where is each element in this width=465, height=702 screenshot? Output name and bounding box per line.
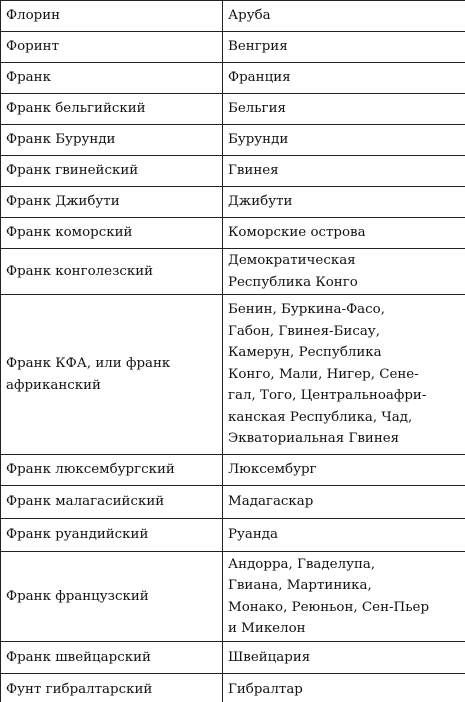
table-row	[1, 486, 465, 519]
currency-cell: Франк коморский	[1, 218, 223, 249]
currency-cell: Форинт	[1, 32, 223, 63]
table-row	[1, 552, 465, 642]
country-cell: Гибралтар	[223, 674, 465, 702]
country-cell: Швейцария	[223, 642, 465, 674]
currency-cell: Франк люксембургский	[1, 455, 223, 486]
country-cell: Франция	[223, 63, 465, 94]
currency-cell: Франк Бурунди	[1, 125, 223, 156]
country-cell: Гвинея	[223, 156, 465, 187]
currency-cell: Франк бельгийский	[1, 94, 223, 125]
currency-cell: Франк Джибути	[1, 187, 223, 218]
table-row	[1, 218, 465, 249]
table-row	[1, 94, 465, 125]
country-cell: Джибути	[223, 187, 465, 218]
currency-cell: Франк гвинейский	[1, 156, 223, 187]
table-row	[1, 674, 465, 702]
country-cell: Руанда	[223, 519, 465, 552]
table-row	[1, 249, 465, 295]
table-row	[1, 63, 465, 94]
country-cell: Андорра, Гваделупа, Гвиана, Мартиника, Монако, Реюньон, Сен-Пьер и Микелон	[223, 552, 465, 642]
table-row	[1, 455, 465, 486]
currency-cell: Франк КФА, или франк африканский	[1, 295, 223, 455]
table-row	[1, 32, 465, 63]
table-row	[1, 519, 465, 552]
currency-cell: Франк	[1, 63, 223, 94]
country-cell: Бельгия	[223, 94, 465, 125]
country-cell: Венгрия	[223, 32, 465, 63]
table-row	[1, 1, 465, 32]
table-row	[1, 295, 465, 455]
currency-cell: Франк малагасийский	[1, 486, 223, 519]
currency-cell: Флорин	[1, 1, 223, 32]
country-cell: Бурунди	[223, 125, 465, 156]
country-cell: Бенин, Буркина-Фасо, Габон, Гвинея-Бисау, Камерун, Республика Конго, Мали, Нигер, Сене- гал, Того, Центральноафри- канская Республика, Чад, Экваториальная Гвинея	[223, 295, 465, 455]
table-row	[1, 187, 465, 218]
currency-cell: Франк конголезский	[1, 249, 223, 295]
country-cell: Люксембург	[223, 455, 465, 486]
table-row	[1, 125, 465, 156]
table-row	[1, 642, 465, 674]
country-cell: Демократическая Республика Конго	[223, 249, 465, 295]
country-cell: Коморские острова	[223, 218, 465, 249]
currency-cell: Франк руандийский	[1, 519, 223, 552]
currency-cell: Франк швейцарский	[1, 642, 223, 674]
currency-cell: Франк французский	[1, 552, 223, 642]
table-row	[1, 156, 465, 187]
country-cell: Мадагаскар	[223, 486, 465, 519]
currency-cell: Фунт гибралтарский	[1, 674, 223, 702]
country-cell: Аруба	[223, 1, 465, 32]
